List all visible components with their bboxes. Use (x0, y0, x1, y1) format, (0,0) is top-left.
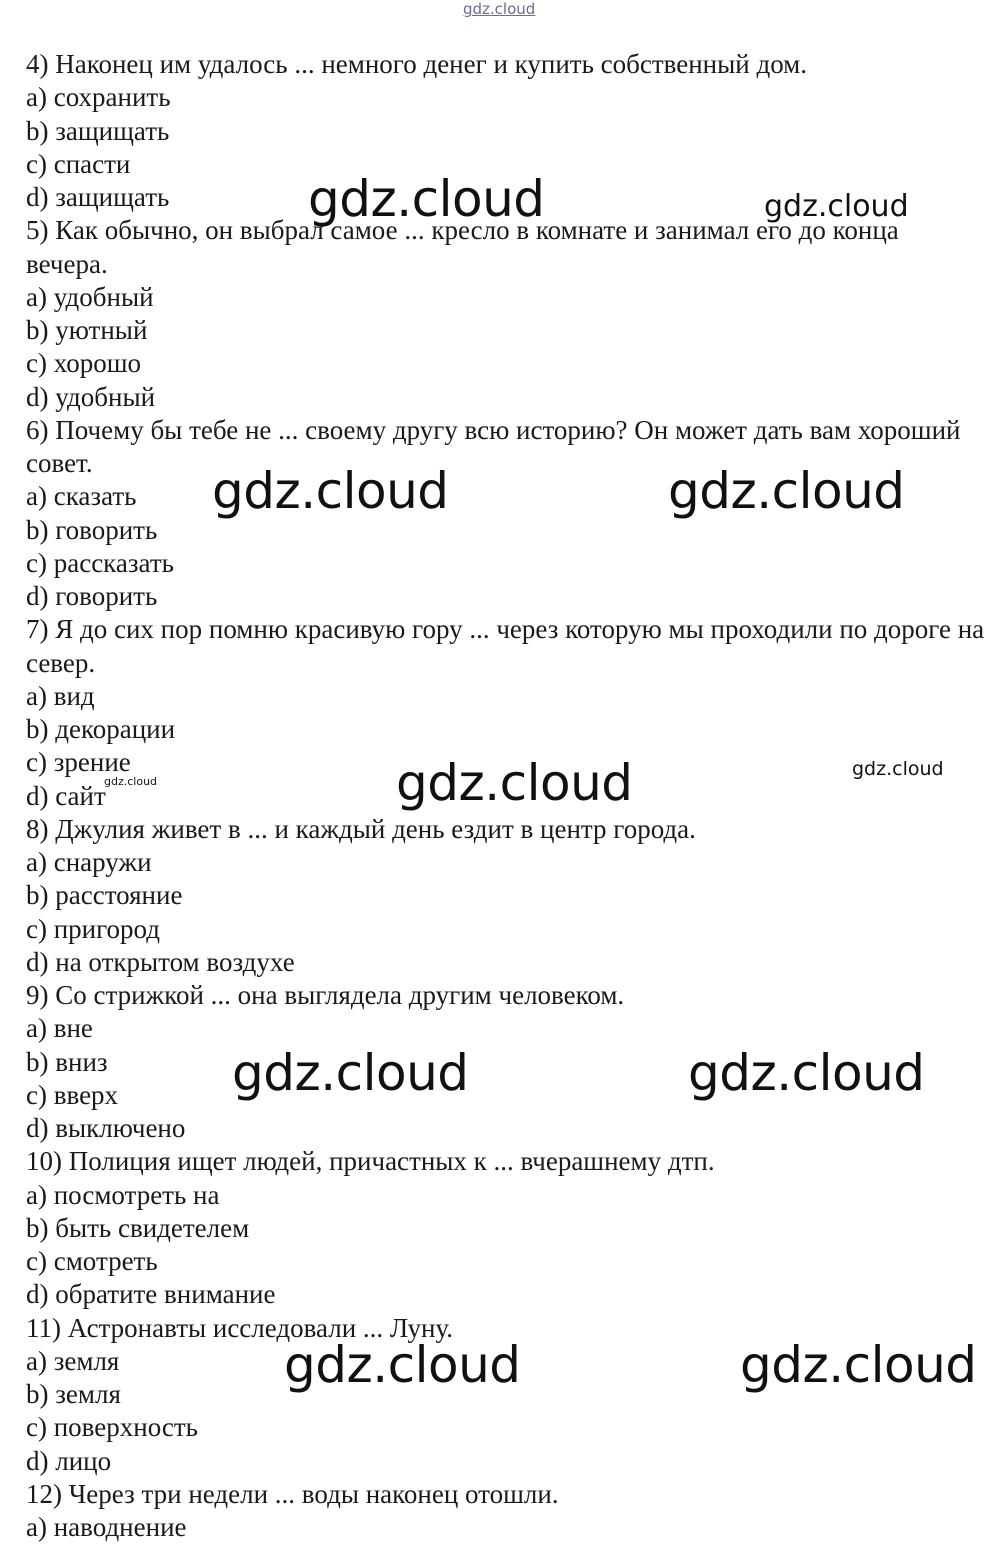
option-b: b) вниз (26, 1046, 108, 1077)
option-b: b) говорить (26, 514, 158, 545)
watermark-8: gdz.cloud (232, 1044, 469, 1102)
option-c: c) смотреть (26, 1246, 158, 1276)
option-a: a) удобный (26, 281, 154, 312)
option-d: d) сайт (26, 780, 106, 811)
question-text: 11) Астронавты исследовали ... Луну. (26, 1312, 454, 1343)
watermark-11: gdz.cloud (740, 1336, 977, 1394)
option-b: b) защищать (26, 115, 170, 146)
watermark-1: gdz.cloud (308, 170, 545, 228)
question-9 (26, 979, 986, 1145)
option-c: c) зрение (26, 747, 131, 778)
option-b: b) расстояние (26, 880, 183, 911)
option-d: d) выключено (26, 1113, 186, 1143)
option-b: b) декорации (26, 714, 176, 744)
option-d: d) защищать (26, 182, 170, 212)
question-6 (26, 414, 986, 614)
question-text: 6) Почему бы тебе не ... своему другу всю историю? Он может дать вам хороший совет. (26, 414, 961, 478)
option-c: c) хорошо (26, 348, 141, 379)
option-a: a) вне (26, 1013, 93, 1044)
option-a: a) снаружи (26, 847, 152, 877)
watermark-5: gdz.cloud (396, 754, 633, 812)
question-text: 4) Наконец им удалось ... немного денег и купить собственный дом. (26, 49, 808, 79)
watermark-7: gdz.cloud (104, 775, 158, 788)
option-b: b) быть свидетелем (26, 1212, 250, 1243)
option-a: a) сохранить (26, 82, 171, 113)
option-a: a) земля (26, 1345, 120, 1376)
option-d: d) на открытом воздухе (26, 946, 295, 977)
watermark-3: gdz.cloud (212, 462, 449, 520)
watermark-9: gdz.cloud (688, 1044, 925, 1102)
option-b: b) земля (26, 1379, 121, 1409)
option-a: a) сказать (26, 481, 137, 512)
question-7 (26, 613, 986, 813)
question-8 (26, 813, 986, 979)
option-d: d) лицо (26, 1445, 112, 1476)
option-c: c) поверхность (26, 1412, 198, 1443)
watermark-10: gdz.cloud (284, 1336, 521, 1394)
option-a: a) посмотреть на (26, 1179, 220, 1210)
option-c: c) спасти (26, 148, 131, 179)
watermark-6: gdz.cloud (852, 758, 944, 780)
watermark-2: gdz.cloud (764, 189, 909, 224)
option-d: d) обратите внимание (26, 1279, 276, 1310)
option-d: d) говорить (26, 581, 158, 611)
exercise-list (26, 48, 986, 1544)
question-text: 5) Как обычно, он выбрал самое ... кресло в комнате и занимал его до конца вечера. (26, 215, 899, 279)
option-a: a) наводнение (26, 1512, 187, 1542)
question-text: 9) Со стрижкой ... она выглядела другим человеком. (26, 980, 625, 1010)
option-c: c) пригород (26, 913, 160, 944)
option-d: d) удобный (26, 381, 156, 412)
option-b: b) уютный (26, 315, 148, 345)
question-text: 12) Через три недели ... воды наконец отошли. (26, 1478, 559, 1509)
question-5 (26, 214, 986, 414)
option-c: c) вверх (26, 1079, 119, 1110)
question-text: 7) Я до сих пор помню красивую гору ... через которую мы проходили по дороге на север. (26, 614, 985, 678)
question-10 (26, 1145, 986, 1311)
watermark-top: gdz.cloud (463, 0, 536, 18)
question-11 (26, 1312, 986, 1478)
watermark-4: gdz.cloud (668, 462, 905, 520)
question-12 (26, 1478, 986, 1545)
option-c: c) рассказать (26, 547, 174, 578)
question-text: 10) Полиция ищет людей, причастных к ... вчерашнему дтп. (26, 1146, 715, 1177)
question-4 (26, 48, 986, 214)
option-a: a) вид (26, 680, 95, 711)
question-text: 8) Джулия живет в ... и каждый день ездит в центр города. (26, 813, 696, 844)
